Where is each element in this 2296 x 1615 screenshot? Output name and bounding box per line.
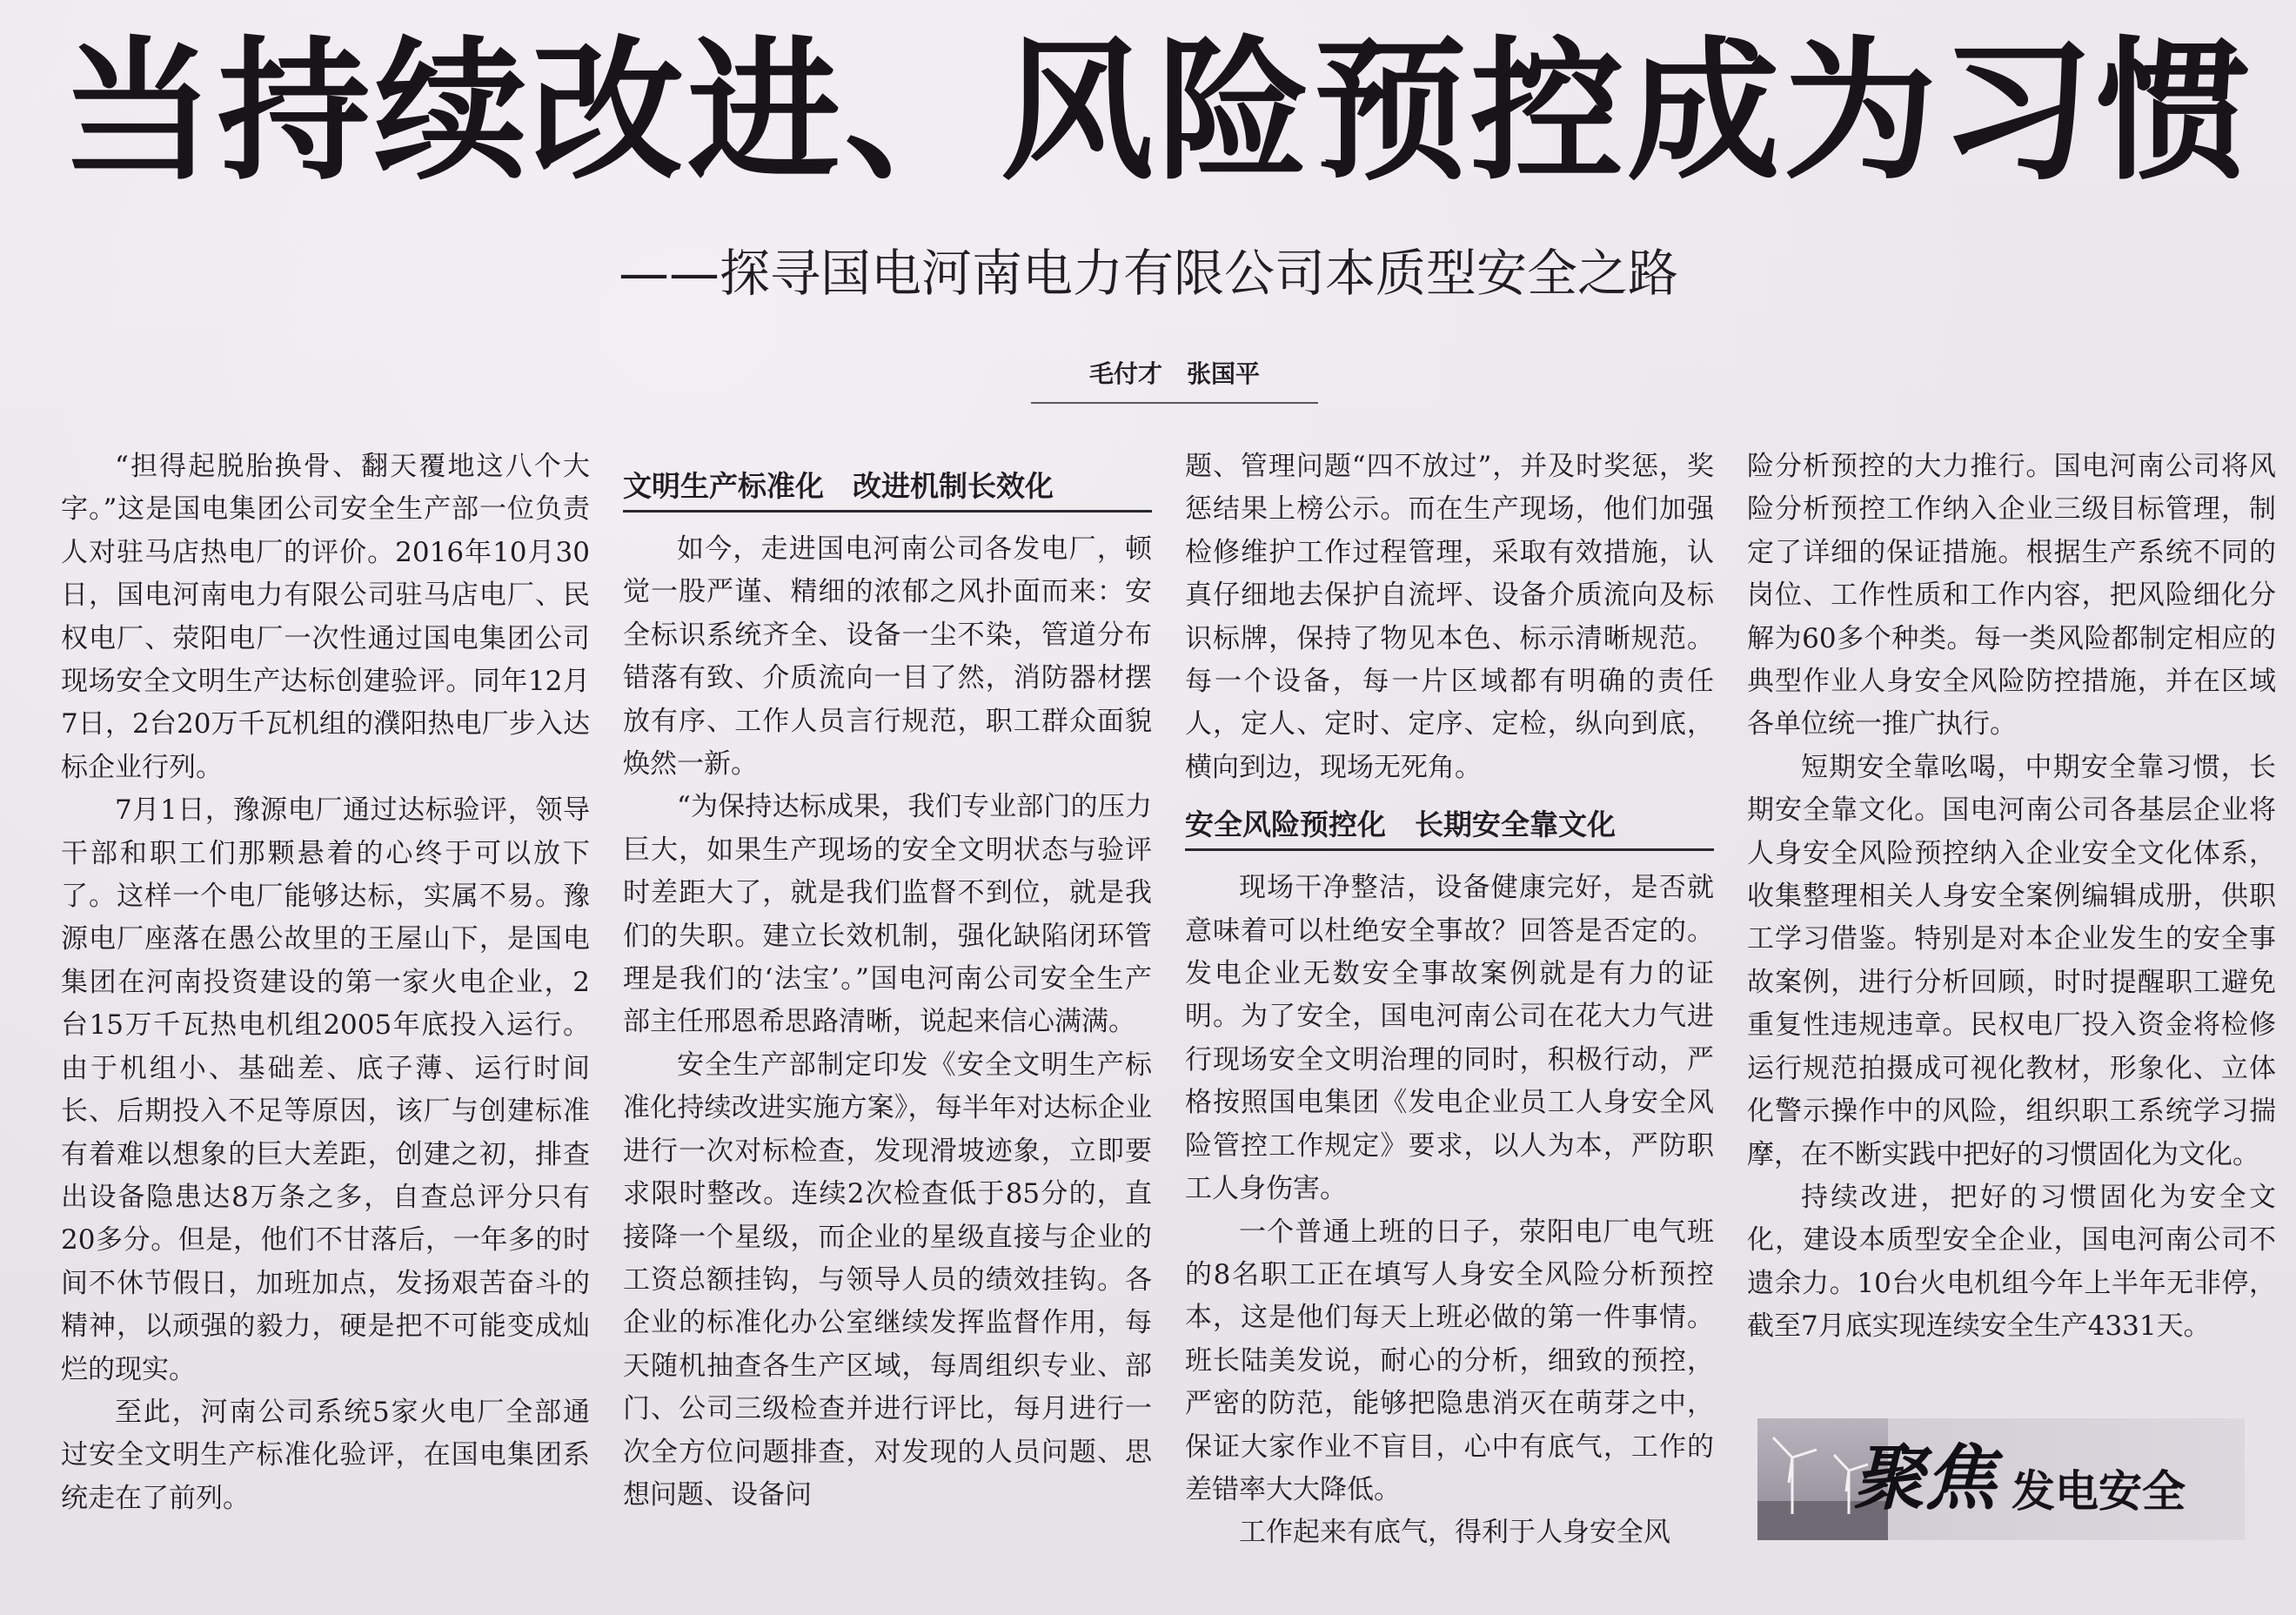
article-subtitle: ——探寻国电河南电力有限公司本质型安全之路 <box>618 244 1678 303</box>
byline-rule <box>1031 402 1318 404</box>
byline: 毛付才 张国平 <box>1088 359 1260 388</box>
paragraph: 持续改进，把好的习惯固化为安全文化，建设本质型安全企业，国电河南公司不遗余力。10台火电机组今年上半年无非停，截至7月底实现连续安全生产4331天。 <box>1747 1181 2276 1343</box>
paragraph: 工作起来有底气，得利于人身安全风 <box>1239 1517 1670 1549</box>
paragraph: “为保持达标成果，我们专业部门的压力巨大，如果生产现场的安全文明状态与验评时差距大了，就是我们监督不到位，就是我们的失职。建立长效机制，强化缺陷闭环管理是我们的‘法宝’。”国电河南公司安全生产部主任邢恩希思路清晰，说起来信心满满。 <box>623 791 1152 1038</box>
paragraph: 短期安全靠吆喝，中期安全靠习惯，长期安全靠文化。国电河南公司各基层企业将人身安全风险预控纳入企业安全文化体系，收集整理相关人身安全案例编辑成册，供职工学习借鉴。特别是对本企业发生的安全事故案例，进行分析回顾，时时提醒职工避免重复性违规违章。民权电厂投入资金将检修运行规范拍摄成可视化教材，形象化、立体化警示操作中的风险，组织职工系统学习揣摩，在不断实践中把好的习惯固化为文化。 <box>1747 751 2276 1170</box>
paragraph: 7月1日，豫源电厂通过达标验评，领导干部和职工们那颗悬着的心终于可以放下了。这样一个电厂能够达标，实属不易。豫源电厂座落在愚公故里的王屋山下，是国电集团在河南投资建设的第一家火电企业，2台15万千瓦热电机组2005年底投入运行。由于机组小、基础差、底子薄、运行时间长、后期投入不足等原因，该厂与创建标准有着难以想象的巨大差距，创建之初，排查出设备隐患达8万条之多，自查总评分只有20多分。但是，他们不甘落后，一年多的时间不休节假日，加班加点，发扬艰苦奋斗的精神，以顽强的毅力，硬是把不可能变成灿烂的现实。 <box>61 794 590 1385</box>
article-column-2 <box>623 446 1152 1577</box>
paragraph: “担得起脱胎换骨、翻天覆地这八个大字。”这是国电集团公司安全生产部一位负责人对驻马店热电厂的评价。2016年10月30日，国电河南电力有限公司驻马店电厂、民权电厂、荥阳电厂一次性通过国电集团公司现场安全文明生产达标创建验评。同年12月7日，2台20万千瓦机组的濮阳热电厂步入达标企业行列。 <box>61 451 590 783</box>
paragraph: 现场干净整洁，设备健康完好，是否就意味着可以杜绝安全事故？回答是否定的。发电企业无数安全事故案例就是有力的证明。为了安全，国电河南公司在花大力气进行现场安全文明治理的同时，积极行动，严格按照国电集团《发电企业员工人身安全风险管控工作规定》要求，以人为本，严防职工人身伤害。 <box>1185 872 1714 1205</box>
paragraph: 至此，河南公司系统5家火电厂全部通过安全文明生产标准化验评，在国电集团系统走在了前列。 <box>61 1396 590 1514</box>
section-heading: 文明生产标准化 改进机制长效化 <box>623 466 1152 513</box>
paragraph: 如今，走进国电河南公司各发电厂，顿觉一股严谨、精细的浓郁之风扑面而来：安全标识系统齐全、设备一尘不染，管道分布错落有致、介质流向一目了然，消防器材摆放有序、工作人员言行规范，职工群众面貌焕然一新。 <box>623 533 1152 781</box>
paragraph: 一个普通上班的日子，荥阳电厂电气班的8名职工正在填写人身安全风险分析预控本，这是他们每天上班必做的第一件事情。班长陆美发说，耐心的分析，细致的预控，严密的防范，能够把隐患消灭在萌芽之中，保证大家作业不盲目，心中有底气，工作的差错率大大降低。 <box>1185 1216 1714 1505</box>
column-badge <box>1757 1418 2245 1540</box>
article-title: 当持续改进、风险预控成为习惯 <box>61 23 2254 201</box>
article-column-4 <box>1747 446 2276 1577</box>
section-heading: 安全风险预控化 长期安全靠文化 <box>1185 805 1714 851</box>
paragraph: 题、管理问题“四不放过”，并及时奖惩，奖惩结果上榜公示。而在生产现场，他们加强检修维护工作过程管理，采取有效措施，认真仔细地去保护自流坪、设备介质流向及标识标牌，保持了物见本色、标示清晰规范。每一个设备，每一片区域都有明确的责任人，定人、定时、定序、定检，纵向到底，横向到边，现场无死角。 <box>1185 451 1714 783</box>
paragraph: 安全生产部制定印发《安全文明生产标准化持续改进实施方案》，每半年对达标企业进行一次对标检查，发现滑坡迹象，立即要求限时整改。连续2次检查低于85分的，直接降一个星级，而企业的星级直接与企业的工资总额挂钩，与领导人员的绩效挂钩。各企业的标准化办公室继续发挥监督作用，每天随机抽查各生产区域，每周组织专业、部门、公司三级检查并进行评比，每月进行一次全方位问题排查，对发现的人员问题、思想问题、设备问 <box>623 1049 1152 1511</box>
article-column-3 <box>1185 446 1714 1577</box>
badge-title: 聚焦 <box>1853 1437 1996 1520</box>
badge-subtitle: 发电安全 <box>2012 1466 2186 1517</box>
article-column-1 <box>61 446 590 1577</box>
paragraph: 险分析预控的大力推行。国电河南公司将风险分析预控工作纳入企业三级目标管理，制定了详细的保证措施。根据生产系统不同的岗位、工作性质和工作内容，把风险细化分解为60多个种类。每一类风险都制定相应的典型作业人身安全风险防控措施，并在区域各单位统一推广执行。 <box>1747 451 2276 740</box>
